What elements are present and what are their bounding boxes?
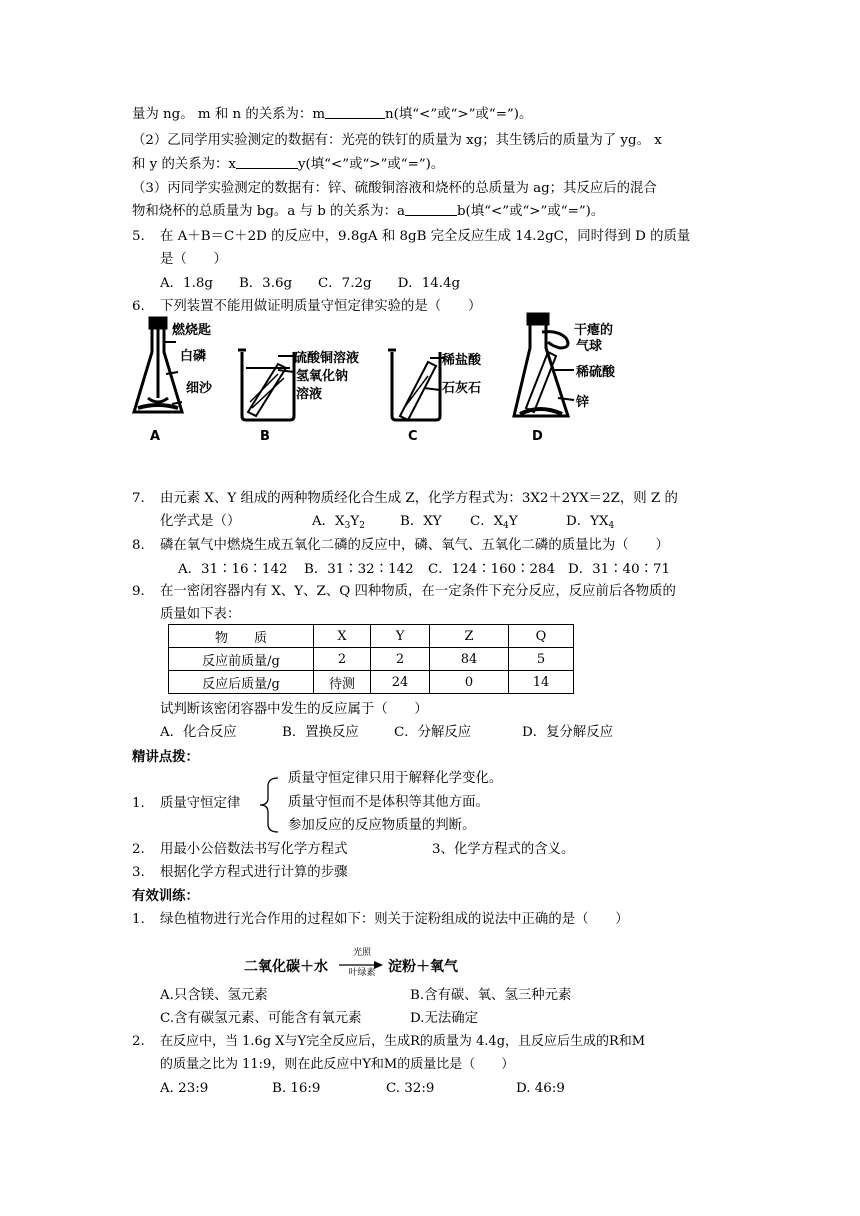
table-row <box>169 671 574 694</box>
text-segment: 物和烧杯的总质量为 bg。a 与 b 的关系为：a <box>132 204 405 219</box>
option-list <box>160 275 460 293</box>
label-a-letter: A <box>150 429 161 444</box>
point-item: 质量守恒而不是体积等其他方面。 <box>288 795 489 810</box>
option-d[interactable]: D．14.4g <box>397 276 461 291</box>
question-text: 化学式是（） <box>160 514 241 529</box>
point-number: 1. <box>132 796 145 811</box>
apparatus-figure <box>128 312 616 452</box>
question-number: 1. <box>132 912 145 927</box>
subscript: 2 <box>359 521 365 531</box>
point-text: 根据化学方程式进行计算的步骤 <box>160 865 348 880</box>
question-text: 在一密闭容器内有 X、Y、Z、Q 四种物质，在一定条件下充分反应，反应前后各物质的 <box>160 584 676 599</box>
question-text: 的质量之比为 11:9，则在此反应中Y和M的质量比是（ ） <box>160 1057 515 1072</box>
option-a[interactable]: A．31∶16∶142 <box>178 562 288 577</box>
label-a-phosphorus: 白磷 <box>180 349 207 364</box>
question-number: 9. <box>132 584 145 599</box>
option-a[interactable]: A．1.8g <box>160 276 213 291</box>
option-b[interactable]: B．XY <box>400 514 442 529</box>
option-b[interactable]: B．置换反应 <box>282 725 359 740</box>
question-text: 在 A＋B＝C＋2D 的反应中，9.8gA 和 8gB 完全反应生成 14.2gC，同时得到 D 的质量 <box>160 229 691 244</box>
table-row <box>169 648 574 671</box>
label-c-letter: C <box>408 429 418 444</box>
table-header-cell: 物 质 <box>169 625 314 648</box>
apparatus-b <box>238 350 294 420</box>
table-cell: 14 <box>509 671 574 694</box>
equation-right: 淀粉＋氧气 <box>388 959 458 975</box>
text-segment: D．YX <box>566 514 609 529</box>
apparatus-c <box>388 350 444 420</box>
label-d-balloon-1: 干瘪的 <box>574 323 614 338</box>
option-b[interactable]: B．3.6g <box>238 276 293 291</box>
equation-condition-below: 叶绿素 <box>348 968 376 978</box>
option-c[interactable]: C.含有碳氢元素、可能含有氧元素 <box>160 1011 362 1026</box>
option-d[interactable]: D. 46:9 <box>516 1081 565 1096</box>
label-b-copper-sulfate: 硫酸铜溶液 <box>294 351 360 366</box>
table-header-cell: X <box>314 625 371 648</box>
curly-brace-icon <box>258 776 280 834</box>
label-b-solution: 溶液 <box>296 387 323 402</box>
apparatus-d <box>514 314 574 416</box>
text-segment: Y <box>350 514 360 529</box>
table-cell: 0 <box>430 671 509 694</box>
question-text: 是（ ） <box>160 252 227 267</box>
subscript: 4 <box>503 521 509 531</box>
label-b-naoh: 氢氧化钠 <box>296 369 349 384</box>
question-text: 由元素 X、Y 组成的两种物质经化合生成 Z，化学方程式为：3X2＋2YX＝2Z，则 Z 的 <box>160 491 678 506</box>
option-b[interactable]: B．31∶32∶142 <box>304 562 414 577</box>
subscript: 4 <box>608 521 615 531</box>
question-text: 磷在氧气中燃烧生成五氧化二磷的反应中，磷、氧气、五氧化二磷的质量比为（ ） <box>160 538 669 553</box>
question-text: 试判断该密闭容器中发生的反应属于（ ） <box>160 702 428 717</box>
label-d-letter: D <box>532 429 543 444</box>
option-b[interactable]: B. 16:9 <box>272 1081 321 1096</box>
mass-table <box>168 624 574 694</box>
label-a-spoon: 燃烧匙 <box>172 323 212 338</box>
table-cell: 待测 <box>314 671 371 694</box>
text-line <box>132 203 604 221</box>
text-segment: Y <box>508 514 518 529</box>
question-number: 2. <box>132 1034 145 1049</box>
option-a[interactable]: A. 23:9 <box>160 1081 209 1096</box>
text-line <box>132 106 532 124</box>
subscript: 3 <box>344 521 351 531</box>
text-segment: b(填“<”或“>”或“=”)。 <box>456 204 605 219</box>
text-line <box>132 156 444 174</box>
answer-blank[interactable] <box>405 203 457 216</box>
table-header-cell: Y <box>371 625 430 648</box>
table-cell: 5 <box>509 648 574 671</box>
point-text: 用最小公倍数法书写化学方程式 <box>160 842 348 857</box>
label-d-sulfuric: 稀硫酸 <box>576 365 616 380</box>
text-segment: 和 y 的关系为：x <box>132 157 236 172</box>
text-segment: y(填“<”或“>”或“=”)。 <box>297 157 445 172</box>
option-d[interactable]: D.无法确定 <box>410 1011 479 1026</box>
question-text: 质量如下表： <box>160 607 241 622</box>
label-d-balloon-2: 气球 <box>576 339 603 354</box>
point-number: 3. <box>132 865 145 880</box>
question-number: 6. <box>132 299 145 314</box>
text-segment: n(填“<”或“>”或“=”)。 <box>385 107 533 122</box>
label-a-sand: 细沙 <box>186 381 213 396</box>
text-line: （3）丙同学实验测定的数据有：锌、硫酸铜溶液和烧杯的总质量为 ag；其反应后的混合 <box>132 181 657 196</box>
question-text: 绿色植物进行光合作用的过程如下：则关于淀粉组成的说法中正确的是（ ） <box>160 912 629 927</box>
option-a[interactable]: A．化合反应 <box>160 725 237 740</box>
answer-blank[interactable] <box>325 106 385 119</box>
text-segment: C．X <box>470 514 504 529</box>
question-number: 7. <box>132 491 145 506</box>
table-header-cell: Z <box>430 625 509 648</box>
option-b[interactable]: B.含有碳、氧、氢三种元素 <box>410 988 572 1003</box>
option-c[interactable]: C．7.2g <box>318 276 372 291</box>
label-c-hcl: 稀盐酸 <box>442 353 482 368</box>
table-header-cell: Q <box>509 625 574 648</box>
label-b-letter: B <box>260 429 270 444</box>
option-d[interactable]: D．复分解反应 <box>522 725 614 740</box>
question-text: 在反应中，当 1.6g X与Y完全反应后，生成R的质量为 4.4g，且反应后生成的R和M <box>160 1034 646 1049</box>
point-item: 参加反应的反应物质量的判断。 <box>288 818 476 833</box>
point-item: 质量守恒定律只用于解释化学变化。 <box>288 771 503 786</box>
option-a[interactable] <box>312 513 365 531</box>
table-cell: 反应后质量/g <box>169 671 314 694</box>
equation-left: 二氧化碳＋水 <box>244 959 328 975</box>
option-c[interactable]: C．分解反应 <box>394 725 472 740</box>
equation-condition-above: 光照 <box>352 948 371 958</box>
option-c[interactable]: C. 32:9 <box>386 1081 435 1096</box>
label-d-zinc: 锌 <box>576 395 590 410</box>
table-cell: 84 <box>430 648 509 671</box>
option-a[interactable]: A.只含镁、氢元素 <box>160 988 268 1003</box>
point-number: 2. <box>132 842 145 857</box>
question-text: 下列装置不能用做证明质量守恒定律实验的是（ ） <box>160 299 482 314</box>
point-text: 3、化学方程式的含义。 <box>432 842 575 857</box>
option-c[interactable]: C．124∶160∶284 <box>428 562 556 577</box>
text-line: （2）乙同学用实验测定的数据有：光亮的铁钉的质量为 xg；其生锈后的质量为了 yg。 x <box>132 133 662 148</box>
option-d[interactable] <box>566 513 614 531</box>
section-heading: 精讲点拨： <box>132 749 199 765</box>
point-label: 质量守恒定律 <box>160 796 241 811</box>
text-segment: 量为 ng。 m 和 n 的关系为：m <box>132 107 326 122</box>
question-number: 8. <box>132 538 145 553</box>
option-d[interactable]: D．31∶40∶71 <box>568 562 671 577</box>
table-header-row <box>169 625 574 648</box>
answer-blank[interactable] <box>236 156 298 169</box>
table-cell: 反应前质量/g <box>169 648 314 671</box>
table-cell: 2 <box>371 648 430 671</box>
table-cell: 2 <box>314 648 371 671</box>
option-c[interactable] <box>470 513 518 531</box>
label-c-limestone: 石灰石 <box>442 381 482 396</box>
table-cell: 24 <box>371 671 430 694</box>
section-heading: 有效训练： <box>132 888 199 904</box>
text-segment: A．X <box>312 514 345 529</box>
question-number: 5. <box>132 229 145 244</box>
